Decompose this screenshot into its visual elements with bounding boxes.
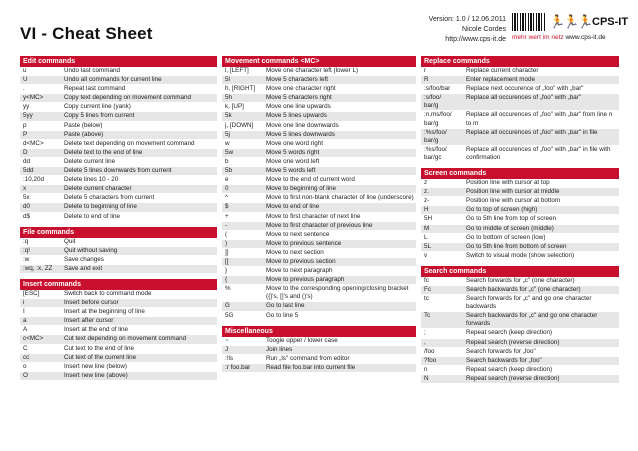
command-row (20, 290, 217, 299)
command-description: Quit (64, 237, 76, 245)
command-key: yy (23, 103, 30, 111)
command-description: Move to next section (266, 248, 324, 256)
command-description: Switch back to command mode (64, 289, 152, 297)
page-header (0, 0, 638, 56)
command-key: - (225, 221, 228, 229)
command-row (20, 85, 217, 94)
command-row (421, 243, 619, 252)
command-description: Move one word right (266, 139, 324, 147)
command-key: 5x (23, 194, 30, 202)
barcode-icon (512, 13, 546, 31)
command-description: Replace all occurences of „foo" with „bar" in file (466, 128, 598, 136)
command-row (421, 67, 619, 76)
command-key: 5j (225, 130, 230, 138)
command-description: Copy current line (yank) (64, 103, 131, 111)
command-row (20, 308, 217, 317)
command-description: Switch to visual mode (show selection) (466, 251, 575, 259)
section-replace-commands (421, 56, 619, 163)
command-row (222, 94, 416, 103)
command-key: d$ (23, 212, 31, 220)
command-key: H (424, 206, 429, 214)
command-key: { (225, 276, 228, 284)
command-key: [[ (225, 257, 229, 265)
command-description: Move one character right (266, 85, 336, 93)
section-header: File commands (20, 227, 217, 238)
command-key: 5b (225, 167, 233, 175)
command-row (421, 329, 619, 338)
command-description: Delete text to the end of line (64, 148, 143, 156)
command-key: Fc (424, 285, 431, 293)
command-description: Copy 5 lines from current (64, 112, 135, 120)
command-row (421, 348, 619, 357)
command-row (222, 213, 416, 222)
command-key: :w (23, 255, 30, 263)
command-description: Move to previous paragraph (266, 276, 345, 284)
command-row (20, 354, 217, 363)
command-description: Save changes (64, 255, 104, 263)
command-row (222, 249, 416, 258)
command-description: Run „ls" command from editor (266, 354, 350, 362)
section-header: Edit commands (20, 56, 217, 67)
command-row (421, 179, 619, 188)
command-row (20, 335, 217, 344)
command-row (20, 213, 217, 222)
command-key: a (23, 317, 27, 325)
command-row (20, 158, 217, 167)
command-description: Cut text depending on movement command (64, 335, 187, 343)
column-1 (20, 56, 217, 381)
command-key: % (225, 285, 231, 293)
command-description: Move to first character of previous line (266, 221, 373, 229)
command-key: , (424, 338, 426, 346)
command-row (421, 76, 619, 85)
command-row (20, 67, 217, 76)
command-description: Move 5 lines downwards (266, 130, 335, 138)
author-text: Nicole Cordes (462, 26, 506, 33)
command-key: . (23, 85, 25, 93)
command-row (222, 240, 416, 249)
command-row (20, 265, 217, 274)
command-row (421, 277, 619, 286)
command-row (421, 197, 619, 206)
command-description: Replace all occurences of „foo" with „bar" in file with confirmation (466, 145, 611, 161)
command-row (222, 85, 416, 94)
command-key: A (23, 326, 28, 334)
command-row (222, 337, 416, 346)
command-key: dd (23, 157, 31, 165)
command-row (222, 364, 416, 373)
command-row (222, 76, 416, 85)
command-key: :s/foo/bar (424, 85, 451, 93)
command-key: b (225, 157, 229, 165)
version-text: Version: 1.0 / 12.06.2011 (428, 16, 506, 23)
website-link[interactable]: http://www.cps-it.de (445, 36, 506, 43)
command-description: Repeat search (reverse direction) (466, 374, 560, 382)
command-row (421, 94, 619, 111)
command-description: Cut text to the end of line (64, 344, 135, 352)
command-description: Move 5 words right (266, 148, 320, 156)
command-key: :%s/foo/ bar/gc (424, 145, 447, 161)
command-key: P (23, 130, 28, 138)
command-row (421, 188, 619, 197)
command-description: Search forwards for „c" and go one character backwards (466, 295, 592, 311)
command-key: ?foo (424, 356, 437, 364)
command-description: Move to first character of next line (266, 212, 361, 220)
section-header: Movement commands <MC> (222, 56, 416, 67)
command-key: U (23, 76, 28, 84)
command-key: :!ls (225, 354, 234, 362)
command-row (20, 299, 217, 308)
section-movement-commands (222, 56, 416, 321)
command-key: d0 (23, 203, 31, 211)
command-key: R (424, 76, 429, 84)
command-key: k, [UP] (225, 103, 244, 111)
command-description: Repeat search (keep direction) (466, 365, 553, 373)
command-description: Paste (above) (64, 130, 104, 138)
command-description: Move to previous sentence (266, 239, 342, 247)
command-row (421, 252, 619, 261)
command-key: 5L (424, 242, 432, 250)
command-description: Move one character left (lower L) (266, 67, 359, 74)
command-key: u (23, 67, 27, 74)
command-description: Delete 5 characters from current (64, 194, 155, 202)
command-key: l, [LEFT] (225, 67, 249, 74)
command-description: Insert after cursor (64, 317, 114, 325)
command-description: Delete text depending on movement command (64, 139, 195, 147)
command-description: Go to 5th line from top of screen (466, 215, 556, 223)
command-key: :r foo.bar (225, 363, 251, 371)
command-row (20, 76, 217, 85)
command-key: 5dd (23, 167, 34, 175)
command-key: 5H (424, 215, 433, 223)
section-header: Screen commands (421, 168, 619, 179)
command-key: fc (424, 276, 429, 284)
command-description: Move to first non-blank character of line (underscore) (266, 194, 414, 202)
command-row (222, 122, 416, 131)
command-key: L (424, 233, 428, 241)
command-key: ) (225, 239, 228, 247)
command-key: r (424, 67, 427, 74)
document-meta (429, 15, 506, 45)
command-description: Go to middle of screen (middle) (466, 224, 554, 232)
command-key: d<MC> (23, 139, 44, 147)
command-row (222, 140, 416, 149)
command-key: ~ (225, 336, 229, 344)
command-row (222, 346, 416, 355)
command-key: x (23, 185, 27, 193)
command-row (20, 131, 217, 140)
section-header: Miscellaneous (222, 326, 416, 337)
command-key: 5h (225, 94, 233, 102)
command-description: Go to bottom of screen (low) (466, 233, 546, 241)
cps-it-logo (512, 13, 630, 47)
command-key: :q (23, 237, 29, 245)
command-key: J (225, 345, 229, 353)
command-description: Move one word left (266, 157, 320, 165)
command-key: ( (225, 230, 228, 238)
command-key: j, [DOWN] (225, 121, 254, 129)
command-description: Replace all occurences of „foo" with „bar" from line n to m (466, 111, 613, 127)
command-row (20, 122, 217, 131)
command-key: i (23, 299, 25, 307)
command-row (20, 372, 217, 381)
command-key: 5w (225, 148, 234, 156)
command-description: Position line with cursor at bottom (466, 197, 561, 205)
command-description: Delete to end of line (64, 212, 121, 220)
command-row (222, 67, 416, 76)
command-row (222, 167, 416, 176)
command-key: e (225, 176, 229, 184)
command-description: Position line with cursor at middle (466, 188, 560, 196)
command-row (222, 355, 416, 364)
command-key: 0 (225, 185, 229, 193)
command-description: Delete lines 10 - 20 (64, 176, 119, 184)
command-key: y<MC> (23, 94, 44, 102)
command-row (20, 256, 217, 265)
command-row (421, 146, 619, 163)
command-key: ^ (225, 194, 228, 202)
command-row (20, 112, 217, 121)
command-row (421, 295, 619, 312)
command-key: M (424, 224, 430, 232)
command-key: :q! (23, 246, 31, 254)
command-row (20, 167, 217, 176)
section-edit-commands (20, 56, 217, 222)
command-description: Repeat last command (64, 85, 126, 93)
command-key: 5l (225, 76, 230, 84)
command-row (20, 317, 217, 326)
command-description: Search backwards for „c" (one character) (466, 285, 581, 293)
command-description: Go to 5th line from bottom of screen (466, 242, 567, 250)
command-description: Move to next paragraph (266, 267, 333, 275)
command-key: p (23, 121, 27, 129)
command-description: Toogle upper / lower case (266, 336, 338, 344)
command-key: /foo (424, 347, 435, 355)
command-description: Delete to beginning of line (64, 203, 137, 211)
command-key: z- (424, 197, 430, 205)
command-description: Move to the corresponding opening/closing bracket ({}'s, []'s and ()'s) (266, 285, 409, 301)
command-description: Move to next sentence (266, 230, 330, 238)
section-header: Replace commands (421, 56, 619, 67)
command-description: Insert before cursor (64, 299, 119, 307)
command-row (222, 176, 416, 185)
command-row (20, 363, 217, 372)
command-row (222, 131, 416, 140)
command-key: z. (424, 188, 429, 196)
logo-brand: CPS-IT (592, 16, 629, 28)
command-row (20, 149, 217, 158)
section-insert-commands (20, 274, 217, 381)
command-row (20, 238, 217, 247)
command-key: D (23, 148, 28, 156)
command-key: 5k (225, 112, 232, 120)
command-key: tc (424, 295, 429, 303)
section-search-commands (421, 261, 619, 384)
command-description: Move to the end of current word (266, 176, 355, 184)
command-description: Quit without saving (64, 246, 118, 254)
command-description: Cut text of the current line (64, 353, 137, 361)
command-row (421, 339, 619, 348)
command-description: Enter replacement mode (466, 76, 535, 84)
command-row (421, 366, 619, 375)
command-row (421, 357, 619, 366)
command-row (421, 234, 619, 243)
command-key: z (424, 179, 428, 187)
command-key: v (424, 251, 428, 259)
command-description: Search backwards for „c" and go one character forwards (466, 312, 598, 328)
command-row (20, 176, 217, 185)
command-description: Move 5 characters right (266, 94, 332, 102)
command-description: Search forwards for „foo" (466, 347, 536, 355)
command-description: Move 5 words left (266, 167, 316, 175)
command-row (421, 85, 619, 94)
command-key: ; (424, 329, 426, 337)
command-key: 5yy (23, 112, 33, 120)
command-description: Go to last line (266, 302, 305, 310)
command-row (421, 129, 619, 146)
page-title: VI - Cheat Sheet (20, 24, 153, 43)
command-description: Repeat search (keep direction) (466, 329, 553, 337)
command-key: h, [RIGHT] (225, 85, 256, 93)
command-row (421, 225, 619, 234)
command-row (222, 302, 416, 311)
command-row (222, 267, 416, 276)
command-row (222, 276, 416, 285)
command-key: :%s/foo/ bar/g (424, 128, 447, 144)
command-description: Join lines (266, 345, 293, 353)
command-key: w (225, 139, 230, 147)
command-key: 5G (225, 311, 234, 319)
command-key: + (225, 212, 229, 220)
command-row (20, 185, 217, 194)
command-row (421, 206, 619, 215)
command-row (222, 231, 416, 240)
command-description: Paste (below) (64, 121, 103, 129)
command-key: :s/foo/ bar/g (424, 94, 442, 110)
command-row (222, 258, 416, 267)
command-description: Insert new line (below) (64, 362, 127, 370)
column-3 (421, 56, 619, 384)
command-description: Go to top of screen (high) (466, 206, 538, 214)
command-description: Replace next occurence of „foo" with „bar" (466, 85, 584, 93)
command-key: :10,20d (23, 176, 45, 184)
section-screen-commands (421, 163, 619, 261)
command-key: n (424, 365, 428, 373)
command-description: Delete current character (64, 185, 132, 193)
command-description: Move one line upwards (266, 103, 331, 111)
section-header: Search commands (421, 266, 619, 277)
command-row (222, 112, 416, 121)
command-key: O (23, 371, 28, 379)
command-key: [ESC] (23, 289, 40, 297)
command-row (20, 326, 217, 335)
command-description: Read file foo.bar into current file (266, 363, 356, 371)
column-2 (222, 56, 416, 373)
command-key: cc (23, 353, 30, 361)
command-row (222, 103, 416, 112)
command-description: Delete current line (64, 157, 116, 165)
command-key: } (225, 267, 228, 275)
command-row (222, 285, 416, 302)
command-key: ]] (225, 248, 229, 256)
command-description: Replace all occurences of „foo" with „bar" (466, 94, 582, 102)
command-row (222, 194, 416, 203)
command-row (20, 194, 217, 203)
command-description: Copy text depending on movement command (64, 94, 192, 102)
command-row (222, 222, 416, 231)
command-key: I (23, 308, 25, 316)
command-row (222, 203, 416, 212)
logo-slogan: mehr wert im netz www.cps-it.de (512, 34, 606, 41)
command-description: Insert at the beginning of line (64, 308, 145, 316)
command-description: Move one line downwards (266, 121, 339, 129)
command-key: N (424, 374, 429, 382)
command-description: Insert new line (above) (64, 371, 128, 379)
command-description: Replace current character (466, 67, 539, 74)
command-row (421, 215, 619, 224)
section-file-commands (20, 222, 217, 274)
command-key: c<MC> (23, 335, 44, 343)
command-row (20, 247, 217, 256)
command-description: Move 5 lines upwards (266, 112, 327, 120)
running-figures-icon: 🏃🏃🏃 (549, 14, 592, 29)
command-row (222, 158, 416, 167)
command-row (421, 375, 619, 384)
command-row (222, 149, 416, 158)
command-key: $ (225, 203, 229, 211)
command-description: Repeat search (reverse direction) (466, 338, 560, 346)
command-description: Undo last command (64, 67, 120, 74)
command-key: o (23, 362, 27, 370)
command-row (20, 103, 217, 112)
section-miscellaneous (222, 321, 416, 373)
command-description: Save and exit (64, 264, 103, 272)
command-description: Undo all commands for current line (64, 76, 162, 84)
command-description: Move to end of line (266, 203, 320, 211)
command-description: Delete 5 lines downwards from current (64, 167, 172, 175)
command-description: Insert at the end of line (64, 326, 129, 334)
command-description: Move to beginning of line (266, 185, 337, 193)
command-key: :wq, :x, ZZ (23, 264, 53, 272)
command-key: C (23, 344, 28, 352)
command-description: Move 5 characters left (266, 76, 328, 84)
command-row (20, 203, 217, 212)
command-description: Search backwards for „foo" (466, 356, 542, 364)
command-row (421, 111, 619, 128)
command-key: Tc (424, 312, 431, 320)
command-row (20, 94, 217, 103)
command-row (222, 312, 416, 321)
section-header: Insert commands (20, 279, 217, 290)
command-description: Move to previous section (266, 257, 336, 265)
command-description: Position line with cursor at top (466, 179, 550, 187)
command-key: G (225, 302, 230, 310)
command-description: Search forwards for „c" (one character) (466, 276, 575, 284)
command-row (421, 286, 619, 295)
command-row (222, 185, 416, 194)
command-key: :n,ms/foo/ bar/g (424, 111, 452, 127)
command-description: Go to line 5 (266, 311, 299, 319)
command-row (20, 140, 217, 149)
command-row (421, 312, 619, 329)
command-row (20, 345, 217, 354)
